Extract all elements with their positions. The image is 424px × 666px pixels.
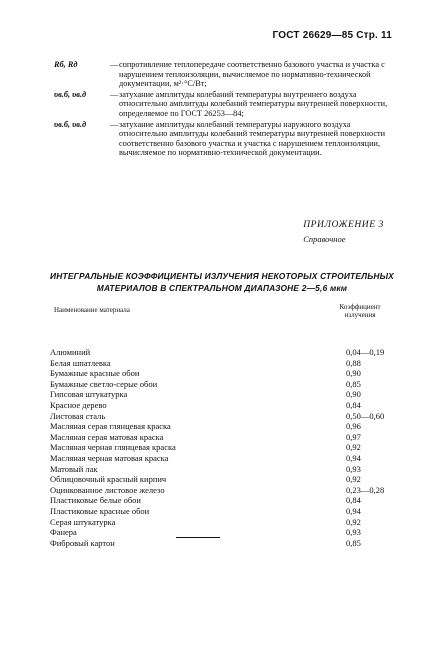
column-header-coefficient: Коэффициент излучения <box>339 303 381 319</box>
emissivity-value: 0,90 <box>346 368 361 379</box>
table-row <box>50 517 394 528</box>
material-name: Оцинкованное листовое железо <box>50 484 165 495</box>
definition-dash: — <box>110 60 119 69</box>
definition-dash: — <box>110 89 119 99</box>
material-name: Серая штукатурка <box>50 516 116 527</box>
material-name: Гипсовая штукатурка <box>50 389 128 400</box>
definition-text: сопротивление теплопередаче соответственно базового участка и участка с нарушением теплоизоляции, вычисляемое по нормативно-технической документации, м²·°С/Вт; <box>119 60 385 89</box>
material-name: Масляная черная глянцевая краска <box>50 442 176 453</box>
emissivity-value: 0,94 <box>346 505 361 516</box>
table-row <box>50 474 394 485</box>
emissivity-value: 0,96 <box>346 421 361 432</box>
material-name: Облицовочный красный кирпич <box>50 474 167 485</box>
definition-symbol: υв.б, υв.д <box>54 119 87 129</box>
emissivity-value: 0,85 <box>346 537 361 548</box>
emissivity-value: 0,50—0,60 <box>346 410 385 421</box>
table-row <box>50 421 394 432</box>
definition-item <box>54 60 394 89</box>
material-name: Масляная черная матовая краска <box>50 452 169 463</box>
table-row <box>50 442 394 453</box>
emissivity-value: 0,90 <box>346 389 361 400</box>
definitions-list <box>54 60 394 159</box>
emissivity-value: 0,23—0,28 <box>346 484 385 495</box>
emissivity-value: 0,04—0,19 <box>346 347 385 357</box>
appendix-title: ПРИЛОЖЕНИЕ 3 <box>303 220 384 230</box>
material-name: Масляная серая матовая краска <box>50 431 164 442</box>
emissivity-value: 0,85 <box>346 378 361 389</box>
table-body <box>50 347 394 548</box>
emissivity-value: 0,93 <box>346 527 361 538</box>
material-name: Красное дерево <box>50 399 107 410</box>
emissivity-value: 0,93 <box>346 463 361 474</box>
table-header <box>50 303 394 347</box>
material-name: Пластиковые красные обои <box>50 505 150 516</box>
definition-symbol: Rб, Rд <box>54 60 78 69</box>
table-row <box>50 464 394 475</box>
emissivity-value: 0,92 <box>346 516 361 527</box>
table-row <box>50 495 394 506</box>
table-row <box>50 506 394 517</box>
material-name: Матовый лак <box>50 463 98 474</box>
definition-item <box>54 120 394 158</box>
emissivity-value: 0,97 <box>346 431 361 442</box>
material-name: Бумажные светло-серые обои <box>50 378 158 389</box>
material-name: Бумажные красные обои <box>50 368 140 379</box>
definition-item <box>54 90 394 119</box>
page-header: ГОСТ 26629—85 Стр. 11 <box>272 30 392 41</box>
table-title: ИНТЕГРАЛЬНЫЕ КОЭФФИЦИЕНТЫ ИЗЛУЧЕНИЯ НЕКОТОРЫХ СТРОИТЕЛЬНЫХ МАТЕРИАЛОВ В СПЕКТРАЛЬНОМ ДИАПАЗОНЕ 2—5,6 мкм <box>50 271 394 293</box>
definition-dash: — <box>110 119 119 129</box>
emissivity-value: 0,92 <box>346 474 361 485</box>
definition-symbol: υв.б, υв.д <box>54 89 87 99</box>
table-row <box>50 400 394 411</box>
table-row <box>50 453 394 464</box>
material-name: Фибровый картон <box>50 537 115 548</box>
table-row <box>50 538 394 549</box>
emissivity-value: 0,92 <box>346 442 361 453</box>
table-row <box>50 368 394 379</box>
table-row <box>50 411 394 422</box>
table-row <box>50 485 394 496</box>
material-name: Фанера <box>50 527 77 538</box>
material-name: Масляная серая глянцевая краска <box>50 421 171 432</box>
material-name: Пластиковые белые обои <box>50 495 141 506</box>
appendix-label <box>303 218 384 246</box>
emissivity-value: 0,88 <box>346 357 361 368</box>
emissivity-value: 0,94 <box>346 452 361 463</box>
table-row <box>50 358 394 369</box>
material-name: Белая шпатлевка <box>50 357 111 368</box>
table-row <box>50 347 394 358</box>
end-rule <box>176 537 220 538</box>
emissivity-value: 0,84 <box>346 495 361 506</box>
material-name: Алюминий <box>50 347 91 357</box>
table-row <box>50 379 394 390</box>
column-header-material: Наименование материала <box>54 306 130 314</box>
table-row <box>50 432 394 443</box>
appendix-subtitle: Справочное <box>303 234 346 244</box>
table-row <box>50 389 394 400</box>
emissivity-table <box>50 303 394 548</box>
emissivity-value: 0,84 <box>346 399 361 410</box>
material-name: Листовая сталь <box>50 410 106 421</box>
definition-text: затухание амплитуды колебаний температуры наружного воздуха относительно амплитуды колебаний температуры внутренней поверхности соответственно базового участка и участка с нарушением теплоизоляции, вычисляемое по нормативно-технической документации. <box>119 119 386 158</box>
definition-text: затухание амплитуды колебаний температуры внутреннего воздуха относительно амплитуды колебаний температуры внутренней поверхности, определяемое по ГОСТ 26253—84; <box>119 89 388 118</box>
table-row <box>50 527 394 538</box>
